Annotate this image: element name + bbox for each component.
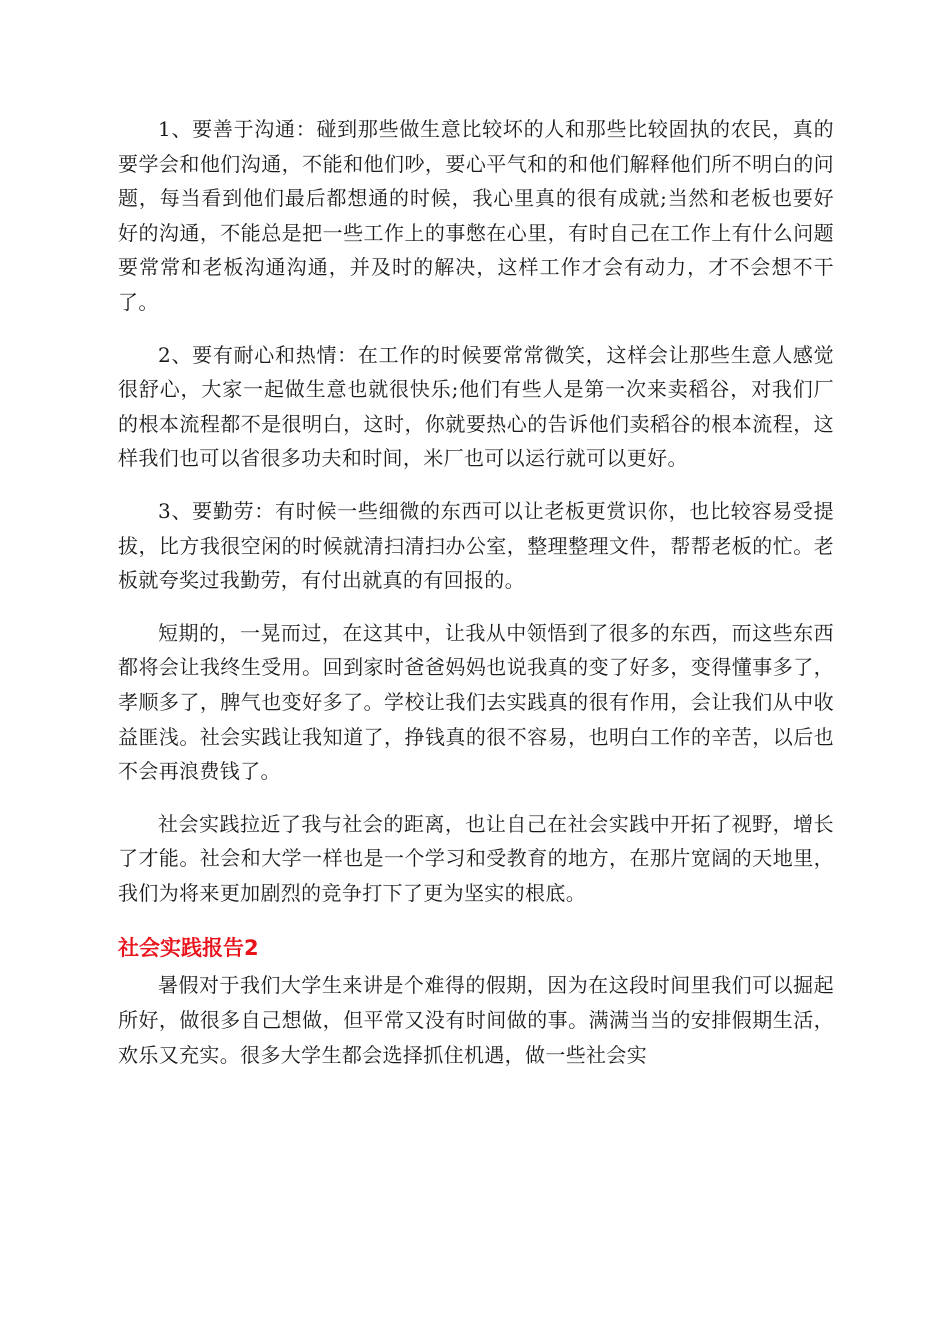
document-body: [118, 112, 834, 1090]
paragraph-conclusion: 社会实践拉近了我与社会的距离，也让自己在社会实践中开拓了视野，增长了才能。社会和大学一样也是一个学习和受教育的地方，在那片宽阔的天地里，我们为将来更加剧烈的竞争打下了更为坚实的根底。: [118, 811, 834, 905]
paragraph-patience: 2、要有耐心和热情：在工作的时候要常常微笑，这样会让那些生意人感觉很舒心，大家一起做生意也就很快乐;他们有些人是第一次来卖稻谷，对我们厂的根本流程都不是很明白，这时，你就要热心的告诉他们卖稻谷的根本流程，这样我们也可以省很多功夫和时间，米厂也可以运行就可以更好。: [118, 342, 834, 471]
paragraph-diligence: 3、要勤劳：有时候一些细微的东西可以让老板更赏识你，也比较容易受提拔，比方我很空闲的时候就清扫清扫办公室，整理整理文件，帮帮老板的忙。老板就夸奖过我勤劳，有付出就真的有回报的。: [118, 498, 834, 593]
paragraph-communication: 1、要善于沟通：碰到那些做生意比较坏的人和那些比较固执的农民，真的要学会和他们沟通，不能和他们吵，要心平气和的和他们解释他们所不明白的问题，每当看到他们最后都想通的时候，我心里真的很有成就;当然和老板也要好好的沟通，不能总是把一些工作上的事憋在心里，有时自己在工作上有什么问题要常常和老板沟通沟通，并及时的解决，这样工作才会有动力，才不会想不干了。: [118, 117, 834, 314]
section-heading: 社会实践报告2: [118, 936, 259, 961]
paragraph-report-2-intro: 暑假对于我们大学生来讲是个难得的假期，因为在这段时间里我们可以掘起所好，做很多自己想做，但平常又没有时间做的事。满满当当的安排假期生活，欢乐又充实。很多大学生都会选择抓住机遇，做一些社会实: [118, 973, 834, 1067]
paragraph-reflection: 短期的，一晃而过，在这其中，让我从中领悟到了很多的东西，而这些东西都将会让我终生受用。回到家时爸爸妈妈也说我真的变了好多，变得懂事多了，孝顺多了，脾气也变好多了。学校让我们去实践真的很有作用，会让我们从中收益匪浅。社会实践让我知道了，挣钱真的很不容易，也明白工作的辛苦，以后也不会再浪费钱了。: [118, 620, 834, 784]
